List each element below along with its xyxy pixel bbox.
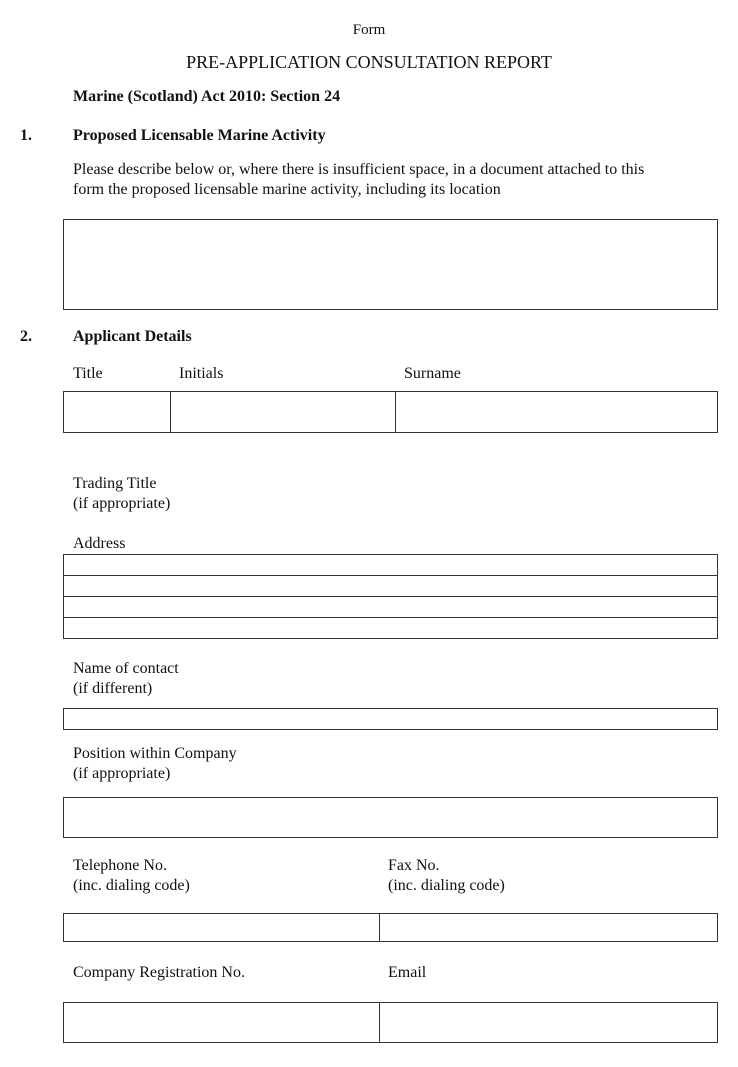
section-2-heading: Applicant Details [73,328,192,345]
position-sublabel: (if appropriate) [73,765,171,782]
fax-sublabel: (inc. dialing code) [388,877,505,894]
title-label: Title [73,365,103,382]
section-2-number: 2. [20,328,32,345]
telephone-label: Telephone No. [73,857,167,874]
surname-label: Surname [404,365,461,382]
position-label: Position within Company [73,745,237,762]
activity-description-field[interactable] [63,219,718,310]
form-label: Form [352,22,386,38]
address-line-3[interactable] [63,596,718,618]
section-1-instructions-line1: Please describe below or, where there is insufficient space, in a document attached to this [73,161,645,178]
form-title: PRE-APPLICATION CONSULTATION REPORT [186,52,552,72]
section-1-instructions-line2: form the proposed licensable marine activity, including its location [73,181,501,198]
section-1-heading: Proposed Licensable Marine Activity [73,127,326,144]
position-field[interactable] [63,797,718,838]
email-field[interactable] [379,1002,718,1043]
telephone-field[interactable] [63,913,380,942]
trading-title-label: Trading Title [73,475,157,492]
address-line-4[interactable] [63,617,718,639]
fax-field[interactable] [379,913,718,942]
surname-field[interactable] [395,391,718,433]
address-line-2[interactable] [63,575,718,597]
section-1-number: 1. [20,127,32,144]
address-line-1[interactable] [63,554,718,576]
fax-label: Fax No. [388,857,440,874]
title-field[interactable] [63,391,171,433]
telephone-sublabel: (inc. dialing code) [73,877,190,894]
initials-field[interactable] [170,391,396,433]
company-registration-label: Company Registration No. [73,964,245,981]
contact-label: Name of contact [73,660,179,677]
trading-title-sublabel: (if appropriate) [73,495,171,512]
contact-name-field[interactable] [63,708,718,730]
initials-label: Initials [179,365,224,382]
company-registration-field[interactable] [63,1002,380,1043]
address-label: Address [73,535,126,552]
act-reference: Marine (Scotland) Act 2010: Section 24 [73,88,341,105]
email-label: Email [388,964,427,981]
contact-sublabel: (if different) [73,680,153,697]
